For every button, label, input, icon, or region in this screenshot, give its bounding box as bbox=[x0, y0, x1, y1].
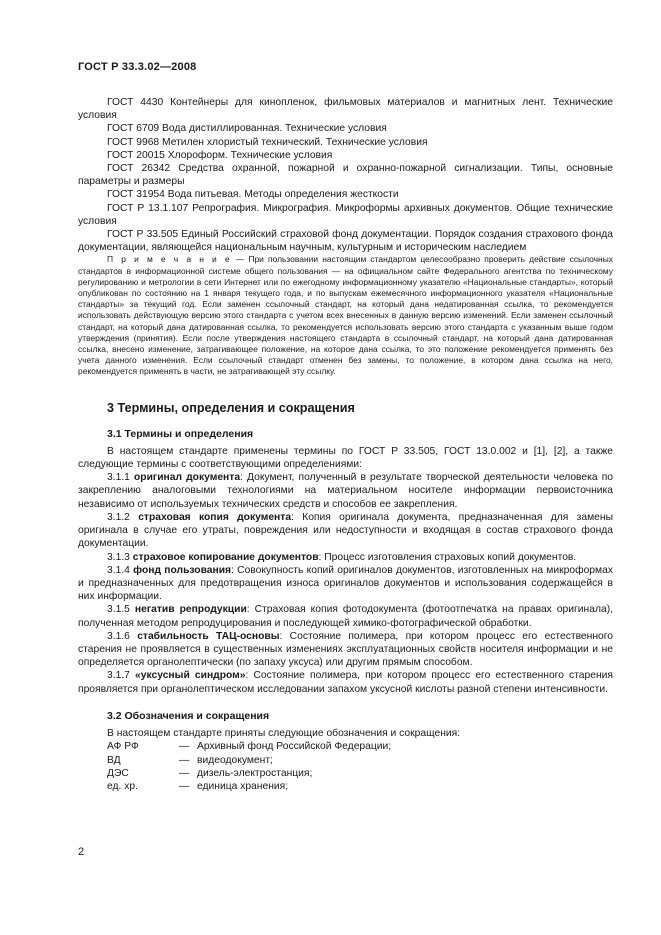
term-definition: 3.1.3 страховое копирование документов: Процесс изготовления страховых копий документов. bbox=[107, 551, 577, 563]
section-title: 3 Термины, определения и сокращения bbox=[107, 400, 355, 415]
subsection-title: 3.1 Термины и определения bbox=[107, 427, 254, 440]
page-number: 2 bbox=[78, 846, 85, 858]
term-definition: 3.1.2 страховая копия документа: Копия оригинала документа, предназначенная для замены оригинала в случае его утраты, повреждения или недоступности и входящая в состав страхового фонда документации. bbox=[78, 511, 613, 550]
note-text: — При пользовании настоящим стандартом целесообразно проверить действие ссылочных стандартов в информационной системе общего пользования — на официальном сайте Федерального агентства по техническому регулированию и метрологии в сети Интернет или по ежегодному информационному указателю «Национальные стандарты», который опубликован по состоянию на 1 января текущего года, и по выпускам ежемесячного информационного указателя «Национальные стандарты» за текущий год. Если заменен ссылочный стандарт, на который дана недатированная ссылка, то рекомендуется использовать действующую версию этого стандарта с учетом всех внесенных в данную версию изменений. Если заменен ссылочный стандарт, на который дана датированная ссылка, то рекомендуется использовать версию этого стандарта с указанным выше годом утверждения (принятия). Если после утверждения настоящего стандарта в ссылочный стандарт, на который дана датированная ссылка, внесено изменение, затрагивающее положение, на которое дана ссылка, то это положение рекомендуется применять без учета данного изменения. Если ссылочный стандарт отменен без замены, то положение, в котором дана ссылка на него, рекомендуется применять в части, не затрагивающей эту ссылку. bbox=[78, 254, 613, 377]
term-definition: 3.1.6 стабильность ТАЦ-основы: Состояние полимера, при котором процесс его естественного старения не проявляется в существенных изменениях эксплуатационных свойств носителя информации и не определяется органолептически (по запаху уксуса) или другим прямым способом. bbox=[78, 630, 614, 669]
reference-line: ГОСТ 26342 Средства охранной, пожарной и охранно-пожарной сигнализации. Типы, основные параметры и размеры bbox=[78, 163, 613, 188]
reference-line: ГОСТ 31954 Вода питьевая. Методы определения жесткости bbox=[107, 189, 399, 201]
reference-line: ГОСТ 6709 Вода дистиллированная. Технические условия bbox=[107, 123, 387, 135]
term-name: фонд пользования bbox=[133, 564, 232, 576]
reference-line: ГОСТ 20015 Хлороформ. Технические условия bbox=[107, 149, 333, 161]
term-name: страховое копирование документов bbox=[132, 551, 319, 563]
term-name: «уксусный синдром» bbox=[135, 670, 246, 682]
note-paragraph bbox=[78, 254, 613, 377]
term-name: негатив репродукции bbox=[134, 604, 247, 616]
abbreviation-row: ВД — видеодокумент; bbox=[107, 754, 273, 766]
term-definition: 3.1.5 негатив репродукции: Страховая копия фотодокумента (фотоотпечатка на правах оригинала), полученная методом репродуцирования и последующей химико-фотографической обработки. bbox=[78, 604, 613, 629]
abbreviation-row: ДЭС — дизель-электростанция; bbox=[107, 767, 313, 779]
subsection-title: 3.2 Обозначения и сокращения bbox=[107, 709, 270, 722]
page-header: ГОСТ Р 33.3.02—2008 bbox=[78, 61, 197, 73]
term-name: стабильность ТАЦ-основы bbox=[137, 630, 280, 642]
reference-line: ГОСТ 4430 Контейнеры для кинопленок, фильмовых материалов и магнитных лент. Технические условия bbox=[78, 97, 613, 122]
term-name: страховая копия документа bbox=[138, 511, 292, 523]
reference-line: ГОСТ Р 13.1.107 Репрография. Микрография. Микроформы архивных документов. Общие технические условия bbox=[78, 202, 613, 227]
term-definition: 3.1.4 фонд пользования: Совокупность копий оригиналов документов, изготовленных на микроформах и предназначенных для предотвращения износа оригиналов документов и использования содержащейся в них информации. bbox=[78, 564, 613, 603]
term-definition: 3.1.7 «уксусный синдром»: Состояние полимера, при котором процесс его естественного старения проявляется при органолептическом исследовании запахом уксусной кислоты разной степени интенсивности. bbox=[78, 670, 613, 695]
abbreviation-row: АФ РФ — Архивный фонд Российской Федерации; bbox=[107, 741, 392, 753]
reference-line: ГОСТ Р 33.505 Единый Российский страховой фонд документации. Порядок создания страхового фонда документации, являющейся национальным научным, культурным и историческим наследием bbox=[78, 229, 613, 254]
abbreviations-intro: В настоящем стандарте приняты следующие обозначения и сокращения: bbox=[107, 727, 461, 739]
terms-intro: В настоящем стандарте применены термины по ГОСТ Р 33.505, ГОСТ 13.0.002 и [1], [2], а также следующие термины с соответствующими определениями: bbox=[78, 445, 613, 471]
term-name: оригинал документа bbox=[134, 472, 241, 484]
term-definition: 3.1.1 оригинал документа: Документ, полученный в результате творческой деятельности человека по закреплению аналоговыми технологиями на материальном носителе информации первоисточника независимо от используемых технических средств и способов ее закрепления. bbox=[78, 472, 613, 510]
reference-line: ГОСТ 9968 Метилен хлористый технический. Технические условия bbox=[107, 136, 428, 148]
note-label: П р и м е ч а н и е bbox=[107, 254, 232, 265]
abbreviation-row: ед. хр. — единица хранения; bbox=[107, 781, 289, 793]
page-content bbox=[78, 96, 613, 794]
